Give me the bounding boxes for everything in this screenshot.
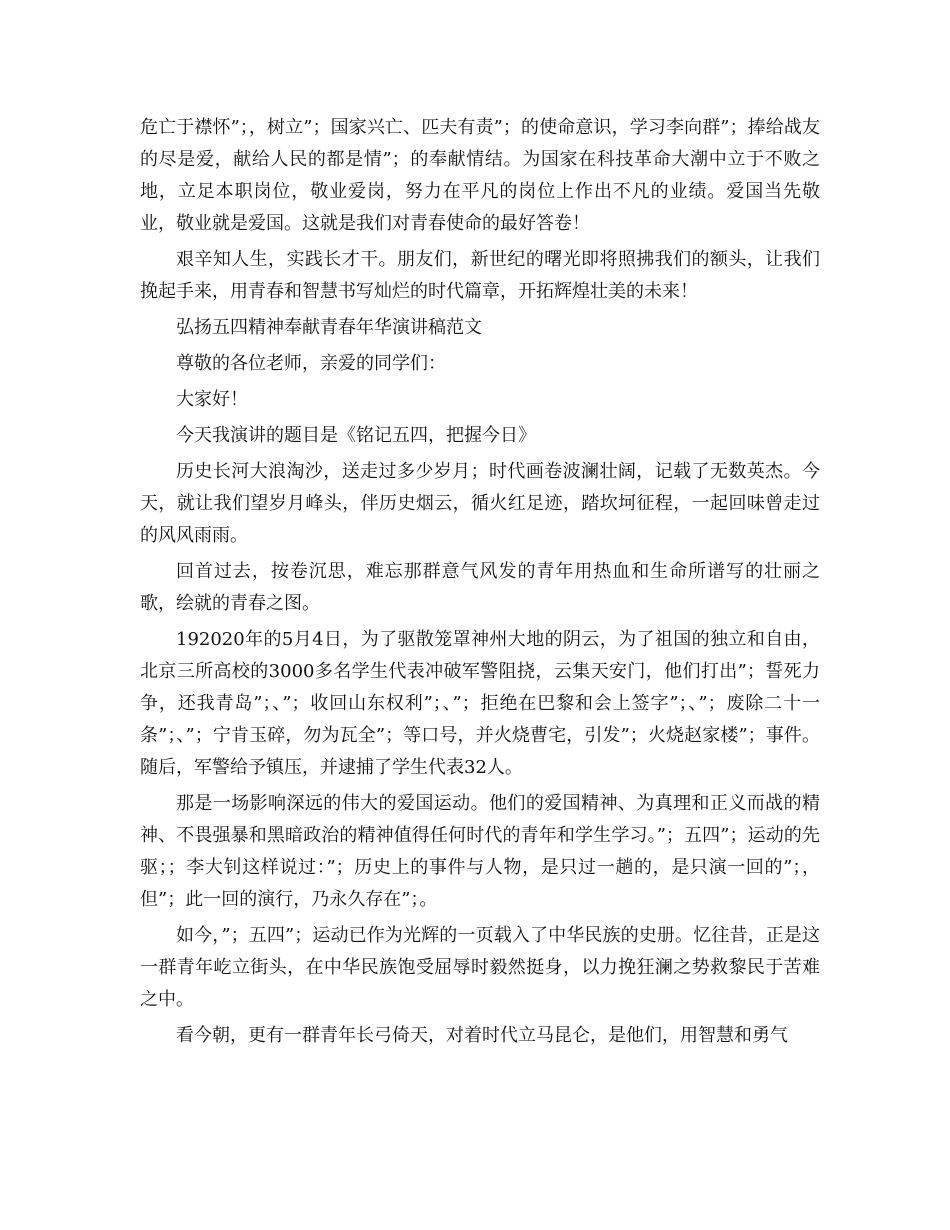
- paragraph: 那是一场影响深远的伟大的爱国运动。他们的爱国精神、为真理和正义而战的精神、不畏强暴和黑暗政治的精神值得任何时代的青年和学生学习。”；五四”；运动的先驱；；李大钊这样说过：”；历史上的事件与人物，是只过一趟的，是只演一回的”；，但”；此一回的演行，乃永久存在”；。: [140, 793, 820, 910]
- document-body: [140, 112, 820, 1056]
- speech-title: 弘扬五四精神奉献青春年华演讲稿范文: [176, 317, 482, 338]
- paragraph: 看今朝，更有一群青年长弓倚天，对着时代立马昆仑，是他们，用智慧和勇气: [176, 1025, 788, 1046]
- greeting: 大家好！: [176, 389, 248, 410]
- paragraph: 艰辛知人生，实践长才干。朋友们，新世纪的曙光即将照拂我们的额头，让我们挽起手来，用青春和智慧书写灿烂的时代篇章，开拓辉煌壮美的未来！: [140, 249, 820, 302]
- paragraph: 如今，”；五四”；运动已作为光辉的一页载入了中华民族的史册。忆往昔，正是这一群青年屹立街头，在中华民族饱受屈辱时毅然挺身，以力挽狂澜之势救黎民于苦难之中。: [140, 925, 820, 1010]
- paragraph: 192020年的5月4日，为了驱散笼罩神州大地的阴云，为了祖国的独立和自由，北京三所高校的3000多名学生代表冲破军警阻挠，云集天安门，他们打出”；誓死力争，还我青岛”；、”；收回山东权利”；、”；拒绝在巴黎和会上签字”；、”；废除二十一条”；、”；宁肯玉碎，勿为瓦全”；等口号，并火烧曹宅，引发”；火烧赵家楼”；事件。随后，军警给予镇压，并逮捕了学生代表32人。: [140, 629, 820, 778]
- paragraph: 回首过去，按卷沉思，难忘那群意气风发的青年用热血和生命所谱写的壮丽之歌，绘就的青春之图。: [140, 561, 820, 614]
- paragraph: 历史长河大浪淘沙，送走过多少岁月；时代画卷波澜壮阔，记载了无数英杰。今天，就让我们望岁月峰头，伴历史烟云，循火红足迹，踏坎坷征程，一起回味曾走过的风风雨雨。: [140, 461, 820, 546]
- paragraph-continued: 危亡于襟怀”；，树立”；国家兴亡、匹夫有责”；的使命意识，学习李向群”；捧给战友的尽是爱，献给人民的都是情”；的奉献情结。为国家在科技革命大潮中立于不败之地，立足本职岗位，敬业爱岗，努力在平凡的岗位上作出不凡的业绩。爱国当先敬业，敬业就是爱国。这就是我们对青春使命的最好答卷！: [140, 117, 820, 234]
- salutation: 尊敬的各位老师，亲爱的同学们：: [176, 353, 446, 374]
- speech-topic: 今天我演讲的题目是《铭记五四，把握今日》: [176, 425, 536, 446]
